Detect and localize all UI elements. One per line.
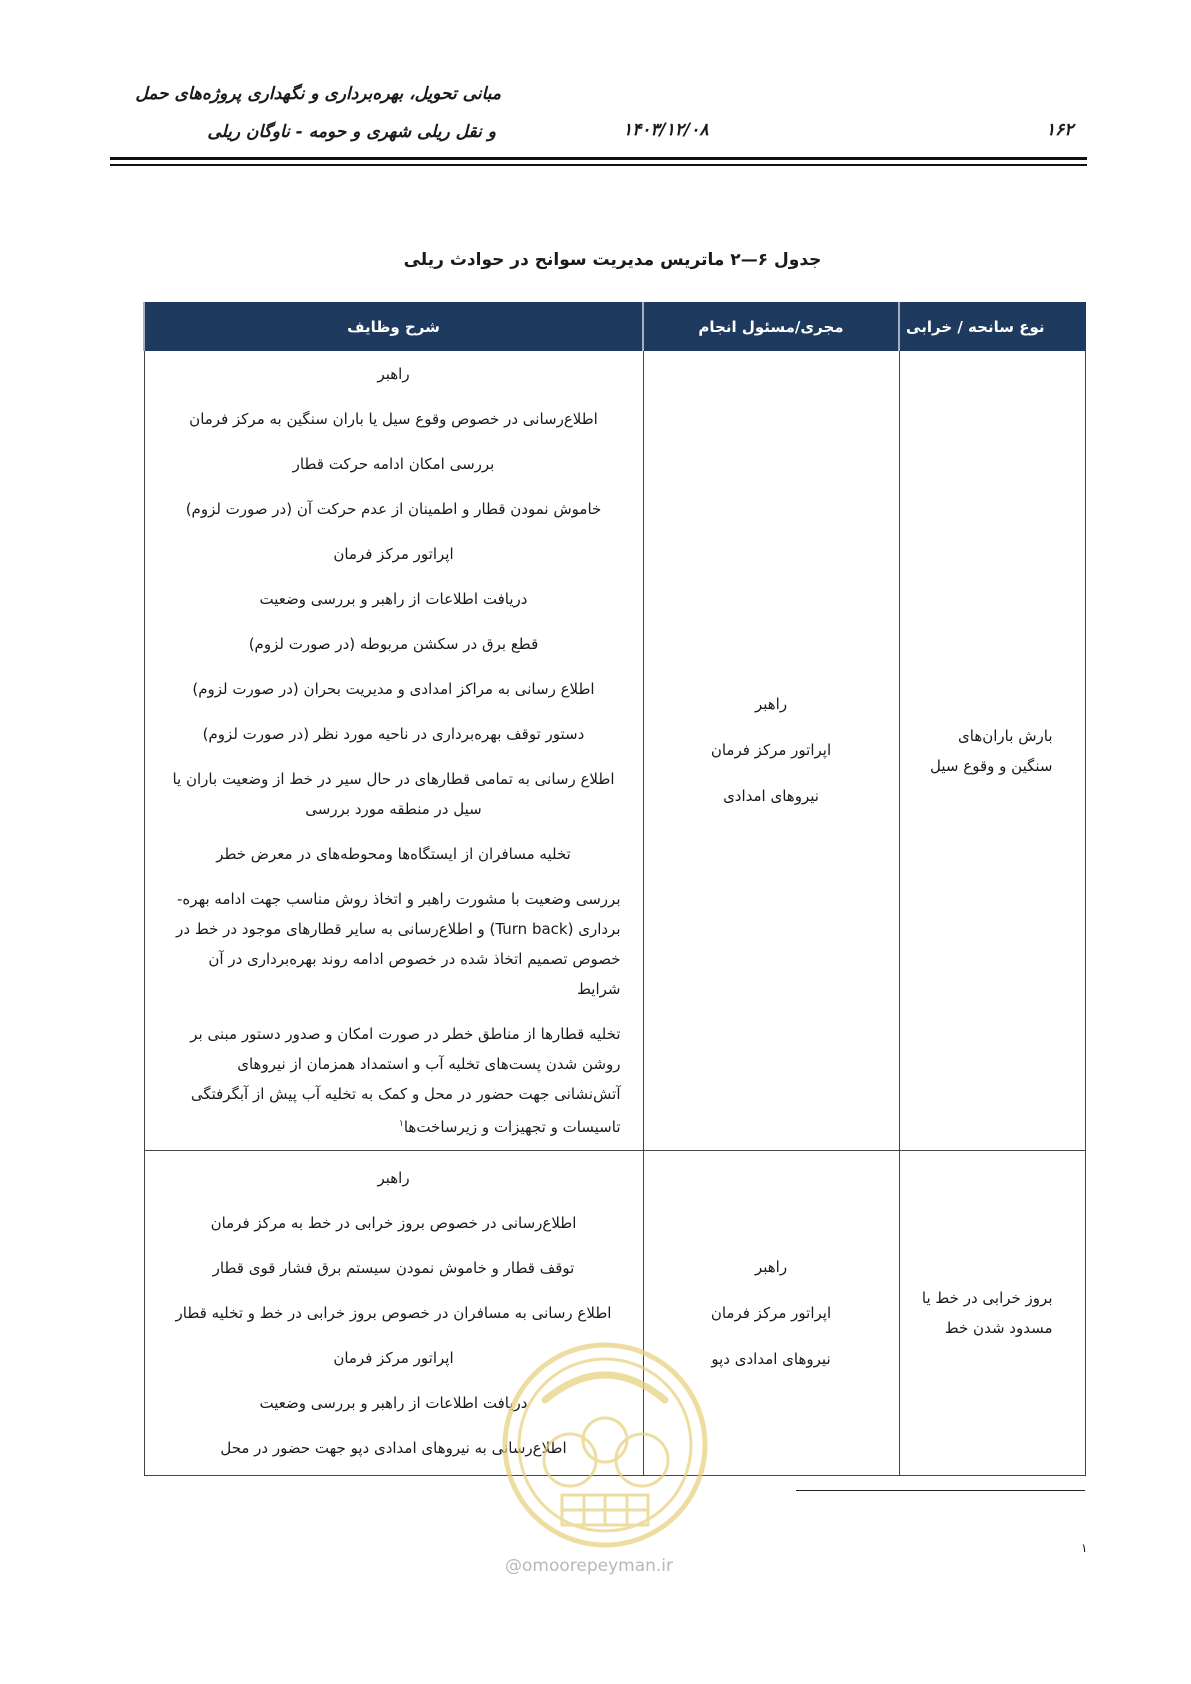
document-title-line2: و نقل ریلی شهری و حومه - ناوگان ریلی xyxy=(207,122,496,142)
watermark-at-icon: @ xyxy=(505,1556,522,1576)
responsible-cell xyxy=(643,351,899,1151)
header-duties: شرح وظایف xyxy=(144,303,643,351)
duty-item: قطع برق در سکشن مربوطه (در صورت لزوم) xyxy=(248,635,539,653)
responsible-item: نیروهای امدادی xyxy=(723,787,819,805)
footnote-number: ۱ xyxy=(1081,1541,1088,1555)
header-incident-type: نوع سانحه / خرابی xyxy=(899,303,1085,351)
responsible-item: نیروهای امدادی دپو xyxy=(711,1349,831,1368)
duty-item: دریافت اطلاعات از راهبر و بررسی وضعیت xyxy=(259,590,528,608)
responsible-item: راهبر xyxy=(754,1257,788,1276)
duty-item: دریافت اطلاعات از راهبر و بررسی وضعیت xyxy=(259,1394,528,1412)
duty-item: تخلیه مسافران از ایستگاه‌ها ومحوطه‌های در معرض خطر xyxy=(216,845,571,863)
duty-item-text: تخلیه قطارها از مناطق خطر در صورت امکان و صدور دستور مبنی بر روشن شدن پست‌های تخلیه آب و استمداد همزمان از نیروهای آتش‌نشانی جهت حضور در محل و کمک به تخلیه آب پیش از آبگرفتگی تاسیسات و تجهیزات و زیرساخت‌ها xyxy=(190,1025,621,1136)
duties-cell xyxy=(144,351,643,1151)
duty-item: بررسی وضعیت با مشورت راهبر و اتخاذ روش مناسب جهت ادامه بهره-برداری (Turn back) و اطلاع‌رسانی به سایر قطارهای موجود در خط در خصوص تصمیم اتخاذ شده در خصوص ادامه روند بهره‌برداری در آن شرایط xyxy=(176,890,621,998)
duty-item: اطلاع‌رسانی به نیروهای امدادی دپو جهت حضور در محل xyxy=(220,1439,567,1457)
header-rule-thick xyxy=(110,157,1087,160)
duty-item: خاموش نمودن قطار و اطمینان از عدم حرکت آن (در صورت لزوم) xyxy=(185,500,602,518)
duty-item: اپراتور مرکز فرمان xyxy=(333,1349,454,1367)
header-rule-thin xyxy=(110,164,1087,166)
watermark-logo xyxy=(490,1330,720,1560)
incident-type-cell: بروز خرابی در خط یا مسدود شدن خط xyxy=(899,1151,1085,1476)
watermark-url-text: omoorepeyman.ir xyxy=(522,1556,674,1576)
table-header-row xyxy=(144,303,1085,351)
table-caption: جدول ۶—۲ ماتریس مدیریت سوانح در حوادث ریلی xyxy=(403,250,822,270)
page-number: ۱۶۲ xyxy=(1046,120,1074,140)
duty-item: اپراتور مرکز فرمان xyxy=(333,545,454,563)
duty-item: دستور توقف بهره‌برداری در ناحیه مورد نظر (در صورت لزوم) xyxy=(202,725,585,743)
duty-item: اطلاع رسانی به مسافران در خصوص بروز خرابی در خط و تخلیه قطار xyxy=(175,1304,612,1322)
duty-item: اطلاع رسانی به تمامی قطارهای در حال سیر در خط از وضعیت باران یا سیل در منطقه مورد بررسی xyxy=(172,770,615,818)
duty-item: توقف قطار و خاموش نمودن سیستم برق فشار قوی قطار xyxy=(212,1259,575,1277)
duty-item-with-footnote xyxy=(167,1019,621,1142)
duty-item: راهبر xyxy=(377,1169,410,1187)
responsible-item: اپراتور مرکز فرمان xyxy=(710,1303,832,1322)
incident-matrix-table xyxy=(143,302,1086,1476)
incident-type-cell: بارش باران‌های سنگین و وقوع سیل xyxy=(899,351,1085,1151)
responsible-item: راهبر xyxy=(754,695,788,713)
table-row xyxy=(144,351,1085,1151)
footnote-ref: ۱ xyxy=(399,1119,404,1129)
duty-item: بررسی امکان ادامه حرکت قطار xyxy=(292,455,495,473)
duty-item: اطلاع‌رسانی در خصوص بروز خرابی در خط به مرکز فرمان xyxy=(210,1214,577,1232)
responsible-item: اپراتور مرکز فرمان xyxy=(710,741,832,759)
duty-item: اطلاع رسانی به مراکز امدادی و مدیریت بحران (در صورت لزوم) xyxy=(192,680,595,698)
duty-item: راهبر xyxy=(377,365,410,383)
duty-item: اطلاع‌رسانی در خصوص وقوع سیل یا باران سنگین به مرکز فرمان xyxy=(189,410,598,428)
document-title-line1: مبانی تحویل، بهره‌برداری و نگهداری پروژه‌های حمل xyxy=(135,84,501,104)
watermark-url xyxy=(505,1556,673,1576)
footnote-rule xyxy=(796,1490,1085,1491)
header-responsible: مجری/مسئول انجام xyxy=(643,303,899,351)
document-date: ۱۴۰۳/۱۲/۰۸ xyxy=(623,120,709,140)
